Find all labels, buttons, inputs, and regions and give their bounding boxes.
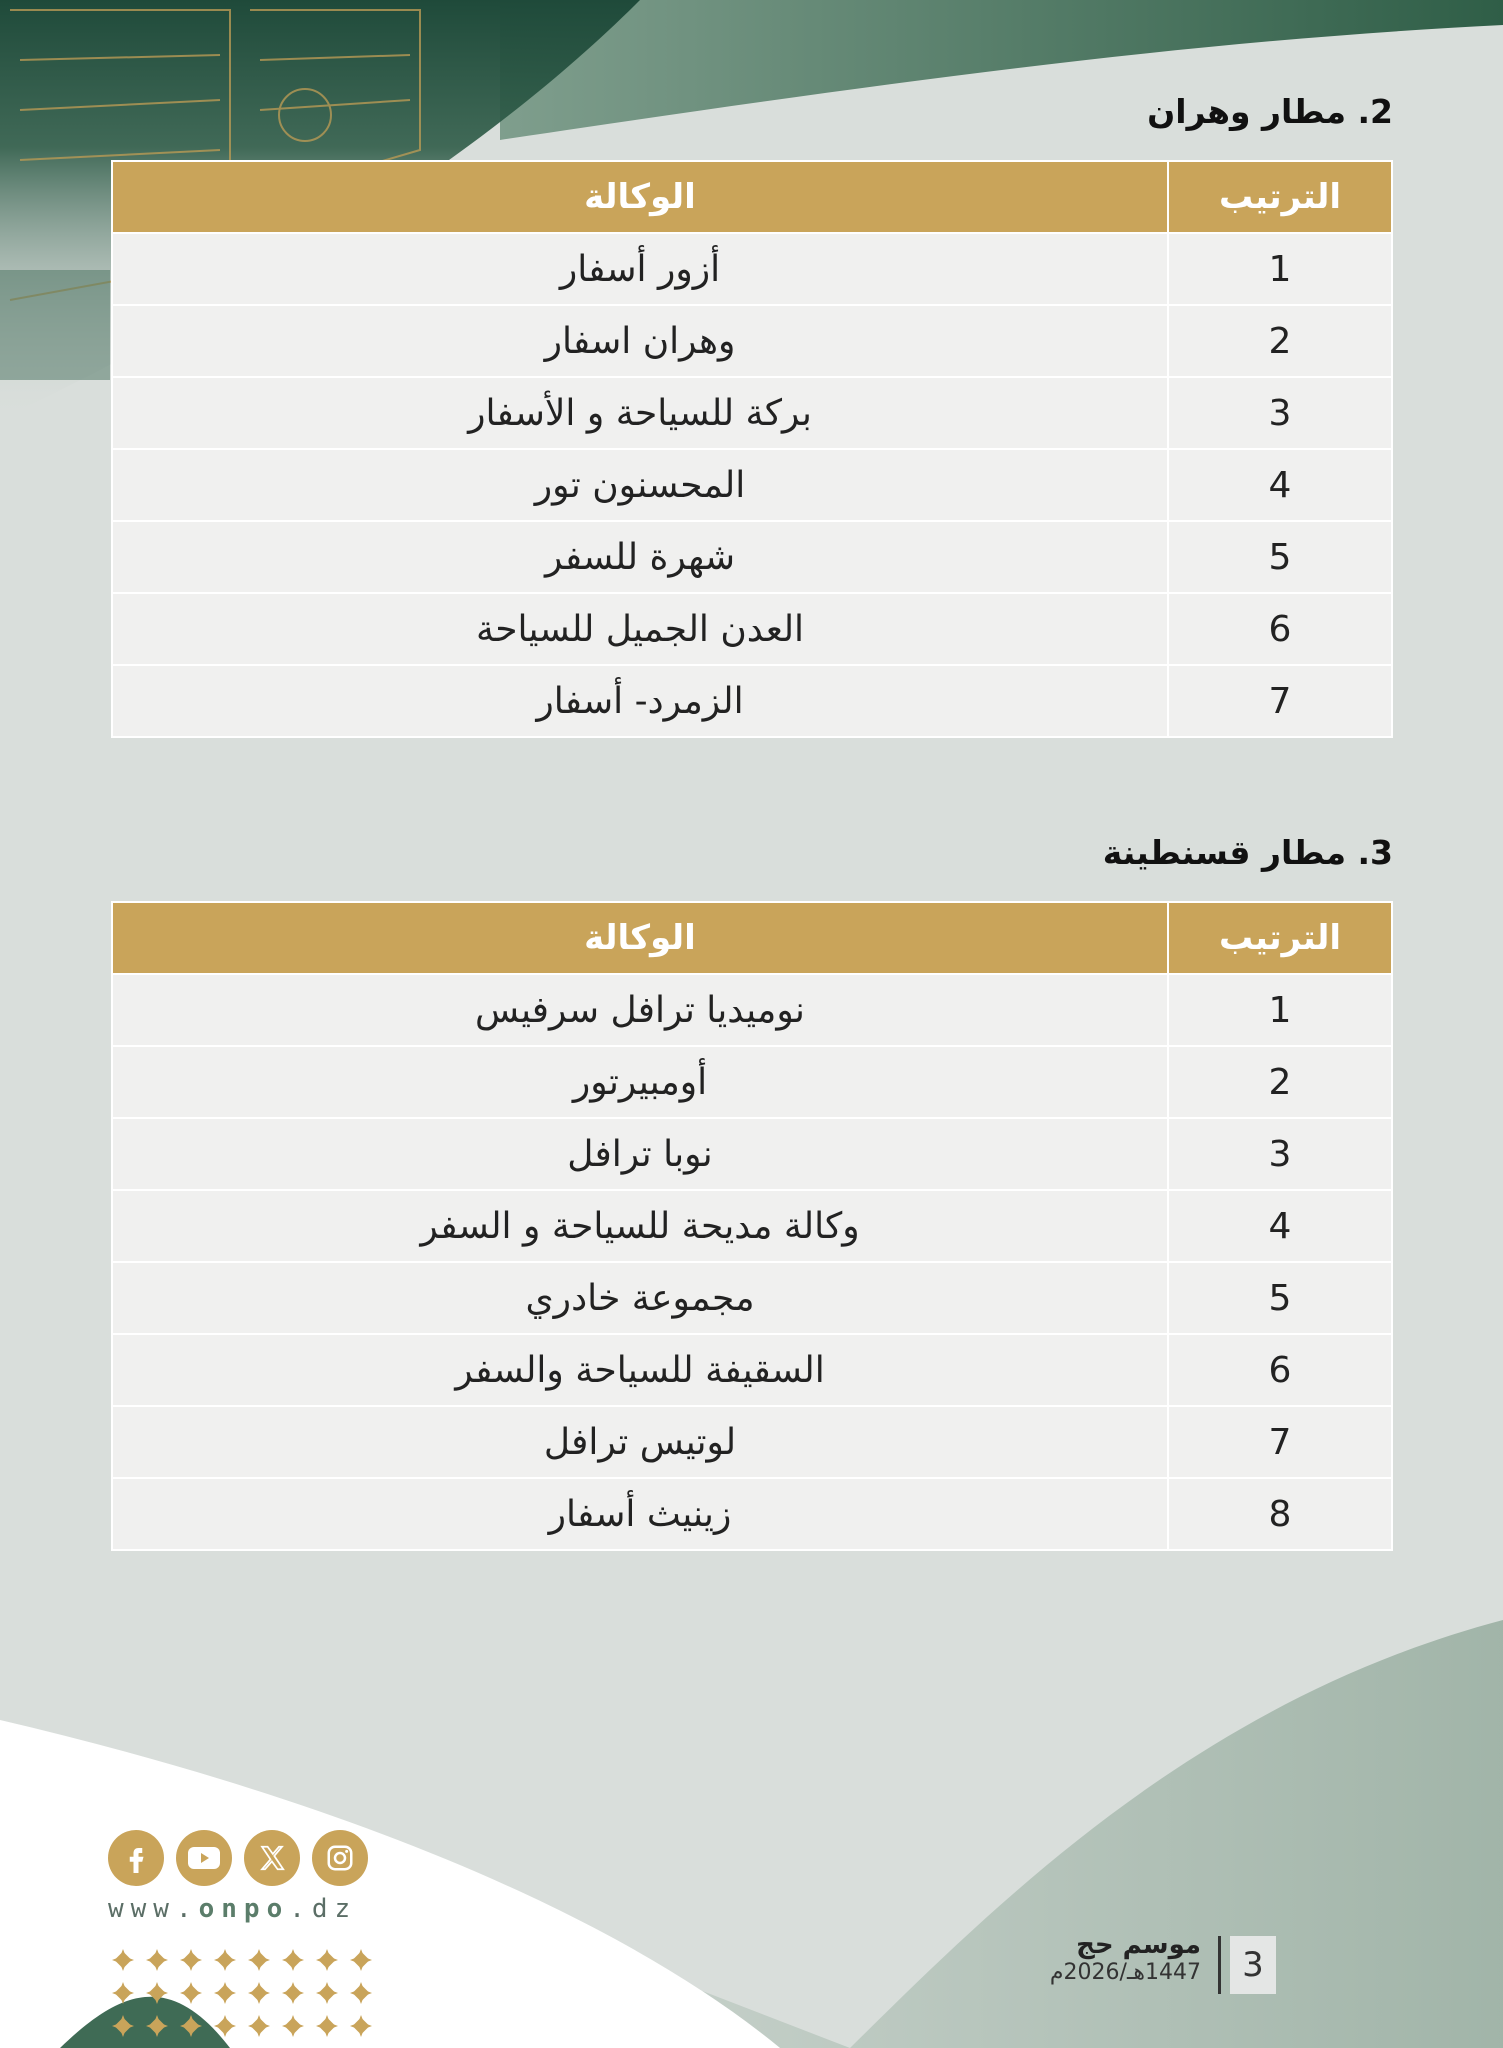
agency-cell: أزور أسفار: [112, 233, 1168, 305]
agency-cell: مجموعة خادري: [112, 1262, 1168, 1334]
table-row: [112, 305, 1392, 377]
table-header-row: [112, 161, 1392, 233]
agency-table-oran: [111, 160, 1393, 738]
section-title-oran: 2. مطار وهران: [1147, 92, 1393, 131]
agency-table-constantine: [111, 901, 1393, 1551]
season-title: موسم حج: [1076, 1930, 1201, 1960]
website-link[interactable]: [108, 1894, 378, 1924]
rank-cell: 7: [1168, 1406, 1392, 1478]
rank-cell: 5: [1168, 521, 1392, 593]
header-rank: الترتيب: [1168, 161, 1392, 233]
agency-cell: العدن الجميل للسياحة: [112, 593, 1168, 665]
table-row: [112, 593, 1392, 665]
youtube-icon[interactable]: [176, 1830, 232, 1886]
rank-cell: 1: [1168, 233, 1392, 305]
table-row: [112, 1334, 1392, 1406]
table-header-row: [112, 902, 1392, 974]
website-brand: onpo: [198, 1894, 290, 1924]
rank-cell: 3: [1168, 377, 1392, 449]
rank-cell: 7: [1168, 665, 1392, 737]
page-number: 3: [1230, 1936, 1276, 1994]
agency-cell: وكالة مديحة للسياحة و السفر: [112, 1190, 1168, 1262]
social-icons: [108, 1830, 378, 1886]
season-date: 1447هـ/2026م: [1049, 1960, 1201, 1985]
rank-cell: 2: [1168, 305, 1392, 377]
rank-cell: 1: [1168, 974, 1392, 1046]
page-separator: [1218, 1936, 1221, 1994]
instagram-icon[interactable]: [312, 1830, 368, 1886]
agency-cell: شهرة للسفر: [112, 521, 1168, 593]
table-row: [112, 665, 1392, 737]
agency-cell: وهران اسفار: [112, 305, 1168, 377]
agency-cell: بركة للسياحة و الأسفار: [112, 377, 1168, 449]
table-row: [112, 233, 1392, 305]
table-row: [112, 974, 1392, 1046]
table-row: [112, 1118, 1392, 1190]
website-suffix: .dz: [289, 1894, 358, 1924]
rank-cell: 6: [1168, 1334, 1392, 1406]
facebook-icon[interactable]: [108, 1830, 164, 1886]
agency-cell: زينيث أسفار: [112, 1478, 1168, 1550]
season-label: [1050, 1930, 1201, 1985]
rank-cell: 4: [1168, 1190, 1392, 1262]
website-prefix: www.: [108, 1894, 199, 1924]
header-agency: الوكالة: [112, 902, 1168, 974]
decorative-stars: [108, 1945, 378, 2045]
agency-cell: أومبيرتور: [112, 1046, 1168, 1118]
section-title-constantine: 3. مطار قسنطينة: [1102, 833, 1393, 872]
agency-cell: لوتيس ترافل: [112, 1406, 1168, 1478]
table-row: [112, 521, 1392, 593]
table-row: [112, 1262, 1392, 1334]
table-row: [112, 1478, 1392, 1550]
table-row: [112, 1046, 1392, 1118]
rank-cell: 6: [1168, 593, 1392, 665]
agency-cell: الزمرد- أسفار: [112, 665, 1168, 737]
table-row: [112, 377, 1392, 449]
header-rank: الترتيب: [1168, 902, 1392, 974]
rank-cell: 3: [1168, 1118, 1392, 1190]
x-icon[interactable]: [244, 1830, 300, 1886]
agency-cell: المحسنون تور: [112, 449, 1168, 521]
table-row: [112, 1406, 1392, 1478]
rank-cell: 4: [1168, 449, 1392, 521]
rank-cell: 5: [1168, 1262, 1392, 1334]
agency-cell: السقيفة للسياحة والسفر: [112, 1334, 1168, 1406]
table-row: [112, 1190, 1392, 1262]
agency-cell: نوميديا ترافل سرفيس: [112, 974, 1168, 1046]
footer-social-block: [108, 1830, 378, 1924]
rank-cell: 2: [1168, 1046, 1392, 1118]
rank-cell: 8: [1168, 1478, 1392, 1550]
table-row: [112, 449, 1392, 521]
header-agency: الوكالة: [112, 161, 1168, 233]
agency-cell: نوبا ترافل: [112, 1118, 1168, 1190]
